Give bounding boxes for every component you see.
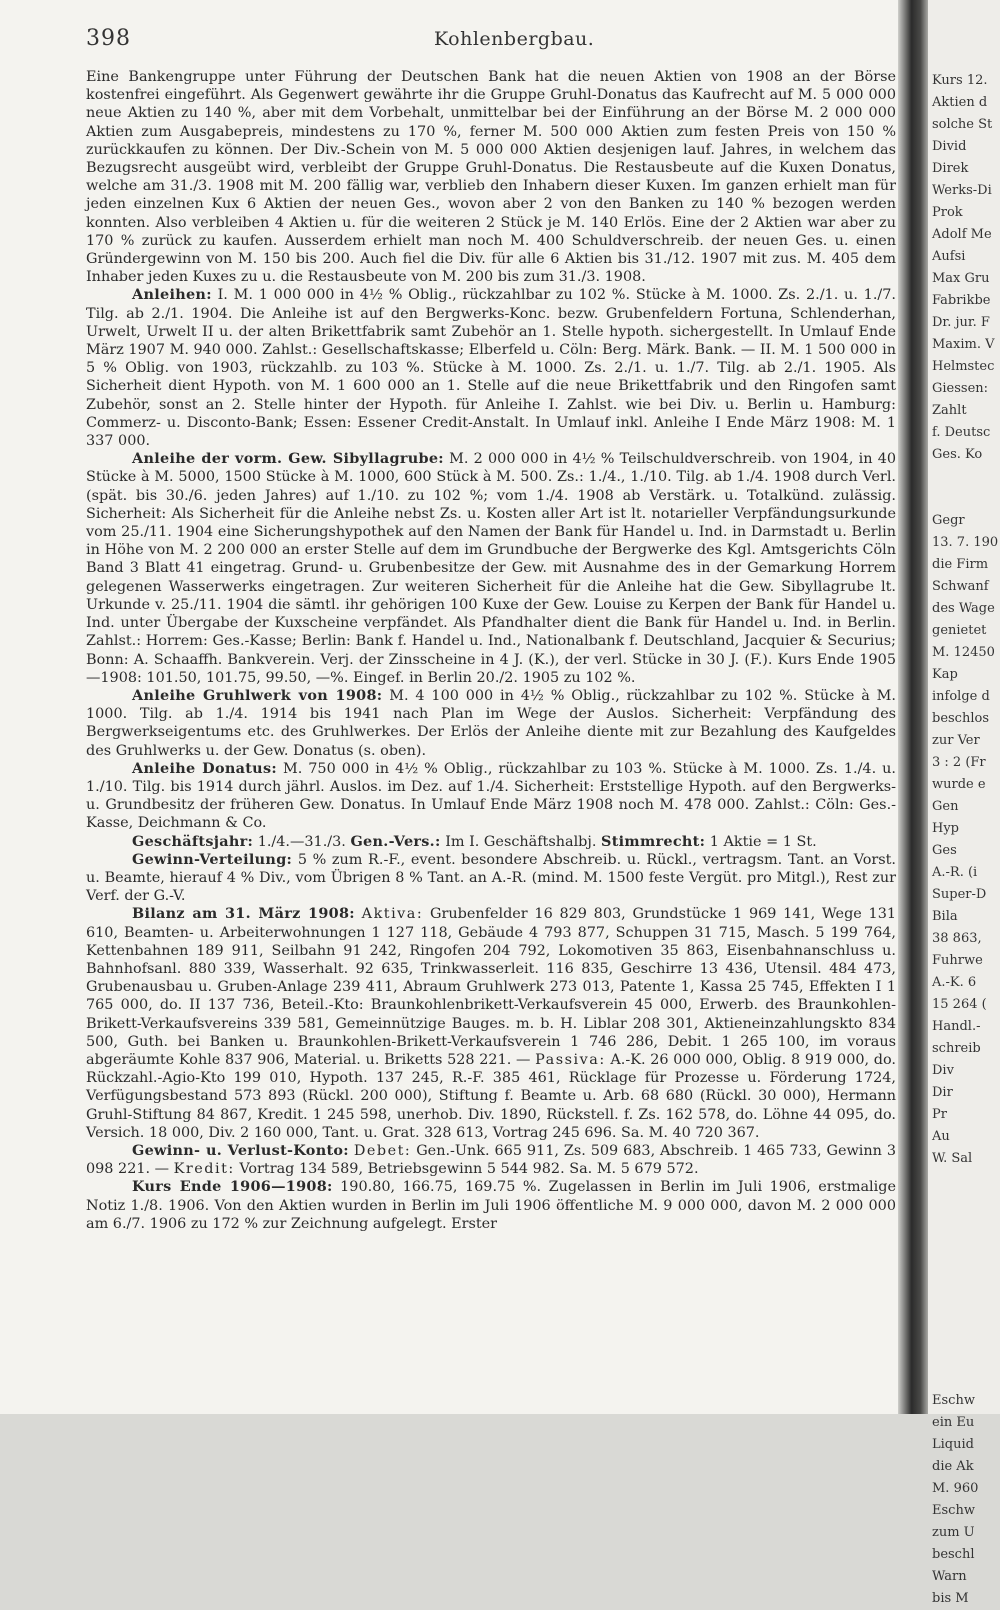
page-fragment-line: Zahlt [932, 403, 967, 418]
page-fragment-line: f. Deutsc [932, 425, 991, 440]
paragraph-text: Grubenfelder 16 829 803, Grundstücke 1 969 141, Wege 131 610, Beamten- u. Arbeiterwohnungen 1 127 118, Gebäude 4 793 877, Schuppen 31 715, Masch. 5 199 764, Kettenbahnen 189 911, Seilbahn 91 242, Ringofen 204 792, Lokomotiven 35 863, Eisenbahnanschluss u. Bahnhofsanl. 880 339, Wasserhalt. 92 635, Trinkwasserleit. 116 835, Geschirre 13 436, Utensil. 484 473, Grubenausbau u. Gruben-Anlage 239 411, Abraum Gruhlwerk 273 013, Patente 1, Kassa 25 745, Effekten I 1 765 000, do. II 137 736, Beteil.-Kto: Braunkohlenbrikett-Verkaufsverein 45 000, Erwerb. des Braunkohlen-Brikett-Verkaufsvereins 339 581, Gemeinnützige Bauges. m. b. H. Liblar 208 301, Aktieneinzahlungskto 834 500, Guth. bei Banken u. Braunkohlen-Brikett-Verkaufsverein 1 746 286, Debit. 1 265 100, im voraus abgeräumte Kohle 837 906, Material. u. Briketts 528 221. — [86, 906, 897, 1068]
page-fragment-line: Pr [932, 1107, 947, 1122]
section-heading: Anleihe der vorm. Gew. Sibyllagrube: [132, 450, 444, 468]
page-fragment-line [928, 1324, 1000, 1346]
page-fragment-line: Bila [932, 909, 958, 924]
paragraph-text: A.-K. 26 000 000, Oblig. 8 919 000, do. Rückzahl.-Agio-Kto 199 010, Hypoth. 137 245, R.-F. 385 461, Rücklage für Prozesse u. Förderung 1724, Verfügungsbestand 573 893 (Rückl. 200 000), Stiftung f. Beamte u. Arb. 68 680 (Rückl. 30 000), Hermann Gruhl-Stiftung 84 867, Kredit. 1 245 598, unerhob. Div. 1890, Rückstell. f. Zs. 162 578, do. Löhne 44 095, do. Versich. 18 000, Div. 2 160 000, Tant. u. Grat. 328 613, Vortrag 245 696. Sa. M. 40 720 367. [86, 1051, 896, 1141]
paragraph-text: 1./4.—31./3. [257, 833, 346, 850]
page-fragment-line: Au [932, 1129, 950, 1144]
section-heading: Bilanz am 31. März 1908: [132, 905, 355, 923]
paragraph-text: I. M. 1 000 000 in 4½ % Oblig., rückzahlbar zu 102 %. Stücke à M. 1000. Zs. 2./1. u. 1./7. Tilg. ab 2./1. 1904. Die Anleihe ist auf den Bergwerks-Konc. bezw. Grubenfeldern Fortuna, Schlenderhan, Urwelt, Urwelt II u. der alten Brikettfabrik samt Zubehör an 1. Stelle hypoth. sichergestellt. In Umlauf Ende März 1907 M. 940 000. Zahlst.: Gesellschaftskasse; Elberfeld u. Cöln: Berg. Märk. Bank. — II. M. 1 500 000 in 5 % Oblig. von 1903, rückzahlb. zu 103 %. Stücke à M. 1000. Zs. 2./1. u. 1./7. Tilg. ab 2./1. 1905. Als Sicherheit dient Hypoth. von M. 1 600 000 an 1. Stelle auf die neue Brikettfabrik und den Ringofen samt Zubehör, sonst an 2. Stelle hinter der Hypoth. für Anleihe I. Zahlst. wie bei Div. u. Berlin u. Hamburg: Commerz- u. Disconto-Bank; Essen: Essener Credit-Anstalt. In Umlauf inkl. Anleihe I Ende März 1908: M. 1 337 000. [86, 287, 896, 450]
page-fragment-line [928, 1170, 1000, 1192]
page-fragment-line [928, 1302, 1000, 1324]
page-fragment-line: Kurs 12. [932, 73, 988, 88]
paragraph-text: M. 4 100 000 in 4½ % Oblig., rückzahlbar zu 102 %. Stücke à M. 1000. Tilg. ab 1./4. 1914 bis 1941 nach Plan im Wege der Auslos. Sicherheit: Verpfändung des Bergwerkseigentums etc. des Gruhlwerkes. Der Erlös der Anleihe diente mit zur Bezahlung des Kaufgeldes des Gruhlwerks u. der Gew. Donatus (s. oben). [86, 687, 896, 759]
paragraph-text: Gen.-Unk. 665 911, Zs. 509 683, Abschreib. 1 465 733, Gewinn 3 098 221. — [86, 1142, 897, 1178]
page-fragment-line: M. 12450 [932, 645, 995, 660]
page-fragment-line: Warn [932, 1569, 967, 1584]
page-fragment-line: Divid [932, 139, 967, 154]
page-fragment-line [928, 1346, 1000, 1368]
page-fragment-line: Ges. Ko [932, 447, 983, 462]
page-fragment-line: Prok [932, 205, 963, 220]
paragraph-text: Im I. Geschäftshalbj. [445, 833, 597, 850]
page-fragment-line: die Firm [932, 557, 989, 572]
page-fragment-line: Eschw [932, 1393, 975, 1408]
paragraph-gewinn-verlust [86, 1142, 896, 1178]
page-number: 398 [86, 26, 131, 51]
page-fragment-line: 15 264 ( [932, 997, 987, 1012]
page-fragment-line: Schwanf [932, 579, 989, 594]
paragraph-text: 5 % zum R.-F., event. besondere Abschreib. u. Rückl., vertragsm. Tant. an Vorst. u. Beamte, hierauf 4 % Div., vom Übrigen 8 % Tant. an A.-R. (mind. M. 1500 feste Vergüt. pro Mitgl.), Rest zur Verf. der G.-V. [86, 851, 896, 905]
page-fragment-line: Direk [932, 161, 969, 176]
page-fragment-line: Fuhrwe [932, 953, 983, 968]
page-fragment-line: Fabrikbe [932, 293, 991, 308]
paragraph-anleihen [86, 286, 896, 450]
aktiva-label: Aktiva: [361, 906, 424, 923]
paragraph-text: 190.80, 166.75, 169.75 %. Zugelassen in Berlin im Juli 1906, erstmalige Notiz 1./8. 1906. Von den Aktien wurden in Berlin im Juli 1906 öffentliche M. 9 000 000, davon M. 2 000 000 am 6./7. 1906 zu 172 % zur Zeichnung aufgelegt. Erster [86, 1179, 896, 1232]
page-fragment-line: Adolf Me [932, 227, 992, 242]
page-fragment-line: Handl.- [932, 1019, 981, 1034]
page-fragment-line: infolge d [932, 689, 990, 704]
page-fragment-line: zum U [932, 1525, 975, 1540]
page-fragment-line: W. Sal [932, 1151, 973, 1166]
page-fragment-line [928, 488, 1000, 510]
page-fragment-line [928, 1368, 1000, 1390]
page-fragment-line: Dr. jur. F [932, 315, 990, 330]
passiva-label: Passiva: [535, 1051, 606, 1068]
page-fragment-line: 3 : 2 (Fr [932, 755, 986, 770]
page-fragment-line: des Wage [932, 601, 995, 616]
section-heading: Kurs Ende 1906—1908: [132, 1178, 333, 1196]
page-fragment-line: Giessen: [932, 381, 989, 396]
paragraph-bank-group [86, 68, 896, 286]
page-fragment-line [928, 1214, 1000, 1236]
page-fragment-line: genietet [932, 623, 987, 638]
page-fragment-line: Gegr [932, 513, 965, 528]
page-fragment-line [928, 1280, 1000, 1302]
page-fragment-line [928, 1236, 1000, 1258]
kredit-label: Kredit: [173, 1161, 235, 1178]
page-fragment-line: Div [932, 1063, 954, 1078]
page-fragment-line: schreib [932, 1041, 981, 1056]
page-fragment-line: Aktien d [932, 95, 988, 110]
paragraph-geschaeftsjahr [86, 833, 896, 851]
body-text [86, 68, 896, 1233]
page-fragment-line: Max Gru [932, 271, 990, 286]
running-title: Kohlenbergbau. [434, 28, 595, 50]
adjacent-page-edge [928, 0, 1000, 1606]
page-fragment-line: Dir [932, 1085, 953, 1100]
page-fragment-line: ein Eu [932, 1415, 975, 1430]
page-fragment-line: Ges [932, 843, 957, 858]
page-fragment-line [928, 1258, 1000, 1280]
section-heading: Gewinn-Verteilung: [132, 850, 293, 868]
paragraph-kurs [86, 1178, 896, 1233]
page-fragment-line: Liquid [932, 1437, 974, 1452]
page-fragment-line: M. 960 [932, 1481, 979, 1496]
page-fragment-line: Gen [932, 799, 959, 814]
paragraph-sibyllagrube [86, 450, 896, 687]
page-fragment-line: Maxim. V [932, 337, 995, 352]
paragraph-text: Eine Bankengruppe unter Führung der Deutschen Bank hat die neuen Aktien von 1908 an der Börse kostenfrei eingeführt. Als Gegenwert gewährte ihr die Gruppe Gruhl-Donatus das Kaufrecht auf M. 5 000 000 neue Aktien zu 140 %, aber mit dem Vorbehalt, unmittelbar bei der Einführung an der Börse M. 2 000 000 Aktien zum Ausgabepreis, mindestens zu 170 %, ferner M. 500 000 Aktien zum festen Preis von 150 % zurückkaufen zu können. Der Div.-Schein von M. 5 000 000 Aktien desjenigen lauf. Jahres, in welchem das Bezugsrecht ausgeübt wird, verbleibt der Gruppe Gruhl-Donatus. Die Restausbeute auf die Kuxen Donatus, welche am 31./3. 1908 mit M. 200 fällig war, verblieb den Inhabern dieser Kuxen. Im ganzen erhielt man für jeden einzelnen Kux 6 Aktien der neuen Ges., wovon aber 2 von den Banken zu 140 % bezogen werden konnten. Also verbleiben 4 Aktien u. für die weiteren 2 Stück je M. 140 Erlös. Eine der 2 Aktien war aber zu 170 % zurück zu kaufen. Ausserdem erhielt man noch M. 400 Schuldverschreib. der neuen Ges. u. einen Gründergewinn von M. 150 bis 200. Auch fiel die Div. für alle 6 Aktien bis 31./12. 1907 mit zus. M. 405 dem Inhaber jeden Kuxes zu u. die Restausbeute von M. 200 bis zum 31./3. 1908. [86, 69, 896, 286]
page-fragment-line: A.-R. (i [932, 865, 978, 880]
paragraph-text: M. 750 000 in 4½ % Oblig., rückzahlbar zu 103 %. Stücke à M. 1000. Zs. 1./4. u. 1./10. Tilg. bis 1914 durch jährl. Auslos. im Dez. auf 1./4. Sicherheit: Erststellige Hypoth. auf den Bergwerks- u. Grundbesitz der früheren Gew. Donatus. In Umlauf Ende März 1908 noch M. 478 000. Zahlst.: Cöln: Ges.-Kasse, Deichmann & Co. [86, 760, 896, 832]
paragraph-gruhlwerk [86, 687, 896, 760]
page-fragment-line: Eschw [932, 1503, 975, 1518]
page-fragment-line: 13. 7. 190 [932, 535, 999, 550]
section-heading: Gewinn- u. Verlust-Konto: [132, 1141, 349, 1159]
page-fragment-line: 38 863, [932, 931, 982, 946]
page-fragment-line [928, 1192, 1000, 1214]
section-heading: Anleihe Gruhlwerk von 1908: [132, 686, 383, 704]
paragraph-text: Vortrag 134 589, Betriebsgewinn 5 544 982. Sa. M. 5 679 572. [239, 1161, 699, 1178]
paragraph-gewinn-verteilung [86, 851, 896, 906]
page-fragment-line: beschlos [932, 711, 989, 726]
section-heading: Anleihe Donatus: [132, 759, 277, 777]
section-heading: Gen.-Vers.: [350, 832, 441, 850]
page-fragment-line: die Ak [932, 1459, 974, 1474]
page-fragment-line: Hyp [932, 821, 960, 836]
page-fragment-line: zur Ver [932, 733, 980, 748]
section-heading: Stimmrecht: [601, 832, 706, 850]
page-fragment-line: Werks-Di [932, 183, 992, 198]
paragraph-bilanz [86, 905, 896, 1142]
page-fragment-line: Super-D [932, 887, 987, 902]
paragraph-donatus [86, 760, 896, 833]
section-heading: Anleihen: [132, 286, 212, 304]
page-fragment-line: A.-K. 6 [932, 975, 977, 990]
book-gutter [898, 0, 928, 1414]
page-fragment-line: Kap [932, 667, 958, 682]
page-fragment-line: Helmstec [932, 359, 995, 374]
page-fragment-line [928, 466, 1000, 488]
section-heading: Geschäftsjahr: [132, 832, 254, 850]
page-fragment-line: beschl [932, 1547, 975, 1562]
debet-label: Debet: [353, 1142, 412, 1159]
page-fragment-line: bis M [932, 1591, 969, 1606]
page-fragment-line: Aufsi [932, 249, 966, 264]
adjacent-page-fragments [928, 0, 1000, 1610]
page-fragment-line: wurde e [932, 777, 986, 792]
paragraph-text: M. 2 000 000 in 4½ % Teilschuldverschreib. von 1904, in 40 Stücke à M. 5000, 1500 Stücke à M. 1000, 600 Stück à M. 500. Zs.: 1./4., 1./10. Tilg. ab 1./4. 1908 durch Verl. (spät. bis 30./6. jeden Jahres) auf 1./10. zu 102 %; vom 1./4. 1908 ab Verstärk. u. Totalkünd. zulässig. Sicherheit: Als Sicherheit für die Anleihe nebst Zs. u. Kosten aller Art ist lt. notarieller Verpfändungsurkunde vom 25./11. 1904 eine Sicherungshypothek auf den Namen der Bank für Handel u. Ind. in Darmstadt u. Berlin in Höhe von M. 2 200 000 an erster Stelle auf dem im Grundbuche der Bergwerke des Kgl. Amtsgerichts Cöln Band 3 Blatt 41 eingetrag. Grund- u. Grubenbesitze der Gew. mit Ausnahme des in der Gemarkung Horrem gelegenen Wasserwerks eingetragen. Zur weiteren Sicherheit für die Anleihe hat die Gew. Sibyllagrube lt. Urkunde v. 25./11. 1904 die sämtl. ihr gehörigen 100 Kuxe der Gew. Louise zu Kerpen der Bank für Handel u. Ind. unter Übergabe der Kuxscheine verpfändet. Als Pfandhalter dient die Bank für Handel u. Ind. in Berlin. Zahlst.: Horrem: Ges.-Kasse; Berlin: Bank f. Handel u. Ind., Nationalbank f. Deutschland, Jacquier & Securius; Bonn: A. Schaaffh. Bankverein. Verj. der Zinsscheine in 4 J. (K.), der verl. Stücke in 30 J. (F.). Kurs Ende 1905—1908: 101.50, 101.75, 99.50, —%. Eingef. in Berlin 20./2. 1905 zu 102 %. [86, 451, 897, 686]
page-fragment-line: solche St [932, 117, 993, 132]
paragraph-text: 1 Aktie = 1 St. [709, 833, 817, 850]
